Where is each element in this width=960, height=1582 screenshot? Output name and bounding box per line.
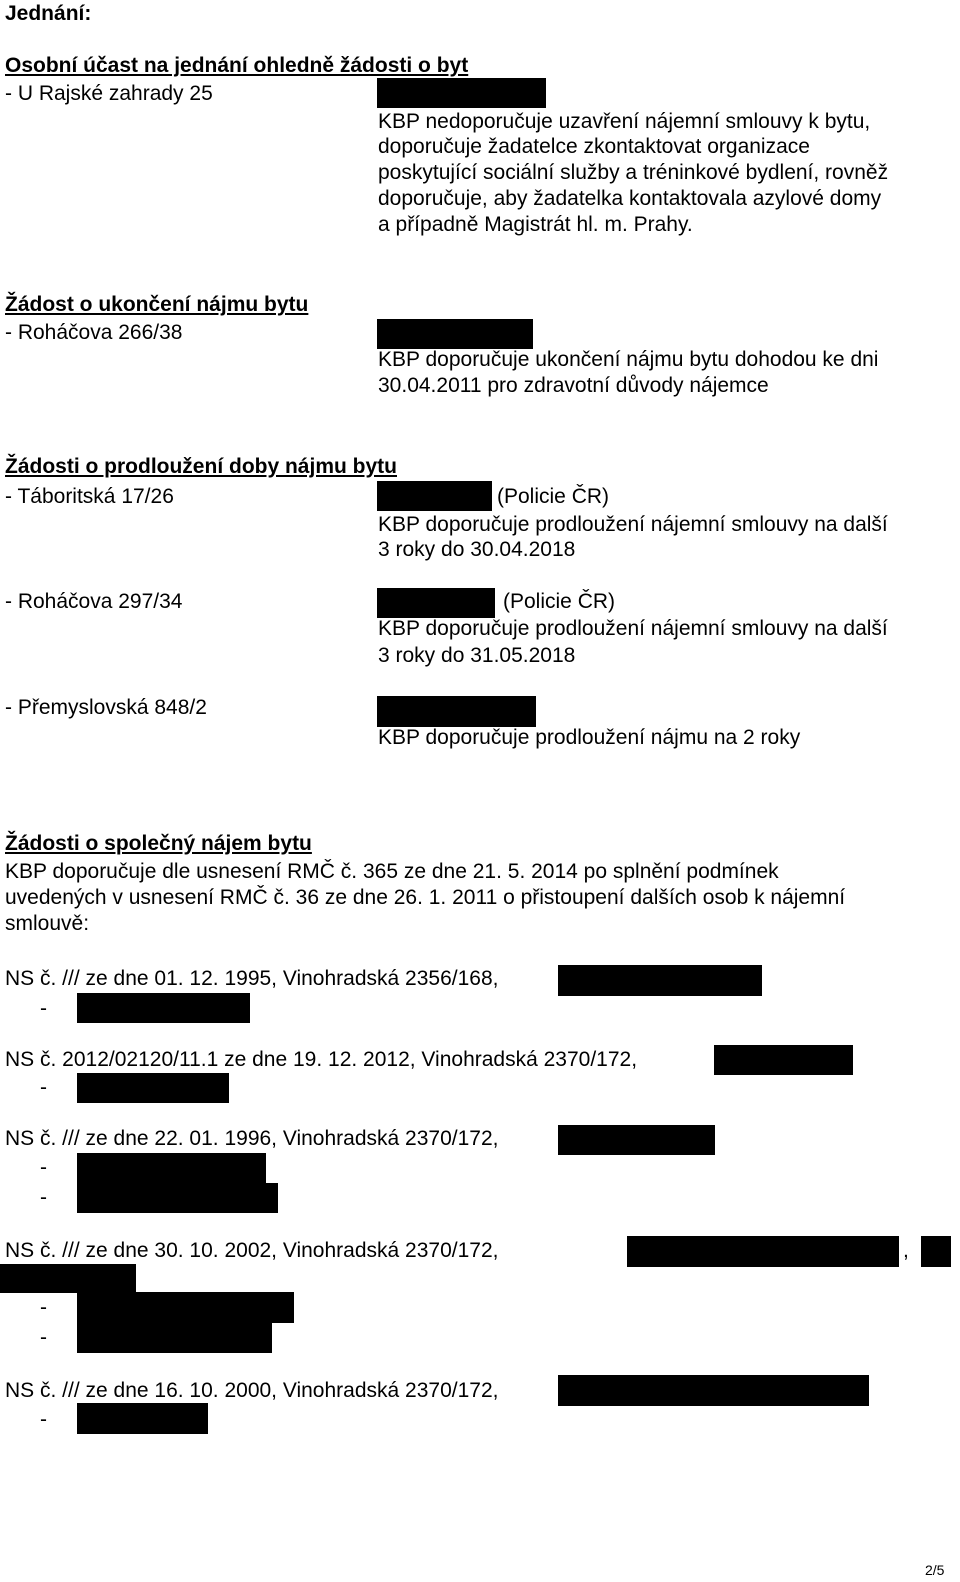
decision-text: 3 roky do 30.04.2018: [378, 538, 576, 561]
list-dash: -: [40, 1408, 47, 1431]
address: - Roháčova 266/38: [5, 321, 183, 344]
redaction: [377, 481, 492, 511]
decision-text: 30.04.2011 pro zdravotní důvody nájemce: [378, 374, 769, 397]
redaction: [921, 1236, 951, 1267]
redaction: [558, 965, 762, 996]
decision-text: poskytující sociální služby a tréninkové bydlení, rovněž: [378, 161, 889, 184]
address: - Táboritská 17/26: [5, 485, 174, 508]
redaction: [77, 1073, 229, 1103]
redaction: [377, 78, 546, 108]
list-dash: -: [40, 1326, 47, 1349]
decision-text: a případně Magistrát hl. m. Prahy.: [378, 213, 693, 236]
page-heading: Jednání:: [5, 2, 92, 25]
intro-text: KBP doporučuje dle usnesení RMČ č. 365 ze dne 21. 5. 2014 po splnění podmínek: [5, 860, 779, 883]
list-dash: -: [40, 1186, 47, 1209]
ns-entry: NS č. 2012/02120/11.1 ze dne 19. 12. 2012, Vinohradská 2370/172,: [5, 1048, 638, 1071]
section-title-joint-lease: Žádosti o společný nájem bytu: [5, 832, 312, 855]
intro-text: smlouvě:: [5, 912, 90, 935]
redaction: [77, 1153, 266, 1183]
decision-text: KBP doporučuje ukončení nájmu bytu dohodou ke dni: [378, 348, 879, 371]
tenant-note: (Policie ČR): [497, 485, 610, 508]
decision-text: KBP doporučuje prodloužení nájemní smlouvy na další: [378, 513, 888, 536]
redaction: [77, 1292, 294, 1323]
redaction: [77, 1403, 208, 1434]
redaction: [714, 1045, 853, 1075]
ns-entry: NS č. /// ze dne 30. 10. 2002, Vinohradská 2370/172,: [5, 1239, 499, 1262]
redaction: [558, 1375, 869, 1406]
address: - Roháčova 297/34: [5, 590, 183, 613]
intro-text: uvedených v usnesení RMČ č. 36 ze dne 26. 1. 2011 o přistoupení dalších osob k nájemní: [5, 886, 846, 909]
redaction: [377, 319, 533, 349]
address: - Přemyslovská 848/2: [5, 696, 207, 719]
redaction: [377, 696, 536, 727]
section-title-lease-termination: Žádost o ukončení nájmu bytu: [5, 293, 309, 316]
decision-text: KBP doporučuje prodloužení nájemní smlouvy na další: [378, 617, 888, 640]
redaction: [627, 1236, 899, 1267]
tenant-note: (Policie ČR): [503, 590, 616, 613]
redaction: [77, 1183, 278, 1213]
decision-text: KBP nedoporučuje uzavření nájemní smlouvy k bytu,: [378, 110, 871, 133]
comma: ,: [903, 1239, 909, 1262]
section-title-lease-extension: Žádosti o prodloužení doby nájmu bytu: [5, 455, 397, 478]
list-dash: -: [40, 997, 47, 1020]
decision-text: doporučuje, aby žadatelka kontaktovala azylové domy: [378, 187, 882, 210]
page-number: 2/5: [925, 1562, 945, 1578]
decision-text: 3 roky do 31.05.2018: [378, 644, 576, 667]
list-dash: -: [40, 1156, 47, 1179]
ns-entry: NS č. /// ze dne 16. 10. 2000, Vinohradská 2370/172,: [5, 1379, 499, 1402]
redaction: [377, 588, 495, 618]
section-title-personal-hearing: Osobní účast na jednání ohledně žádosti o byt: [5, 54, 469, 77]
decision-text: doporučuje žadatelce zkontaktovat organizace: [378, 135, 810, 158]
ns-entry: NS č. /// ze dne 22. 01. 1996, Vinohradská 2370/172,: [5, 1127, 499, 1150]
decision-text: KBP doporučuje prodloužení nájmu na 2 roky: [378, 726, 801, 749]
list-dash: -: [40, 1076, 47, 1099]
redaction: [558, 1125, 715, 1155]
redaction: [77, 1323, 272, 1353]
redaction: [77, 993, 250, 1023]
ns-entry: NS č. /// ze dne 01. 12. 1995, Vinohradská 2356/168,: [5, 967, 499, 990]
address: - U Rajské zahrady 25: [5, 82, 213, 105]
redaction: [0, 1264, 136, 1293]
list-dash: -: [40, 1296, 47, 1319]
